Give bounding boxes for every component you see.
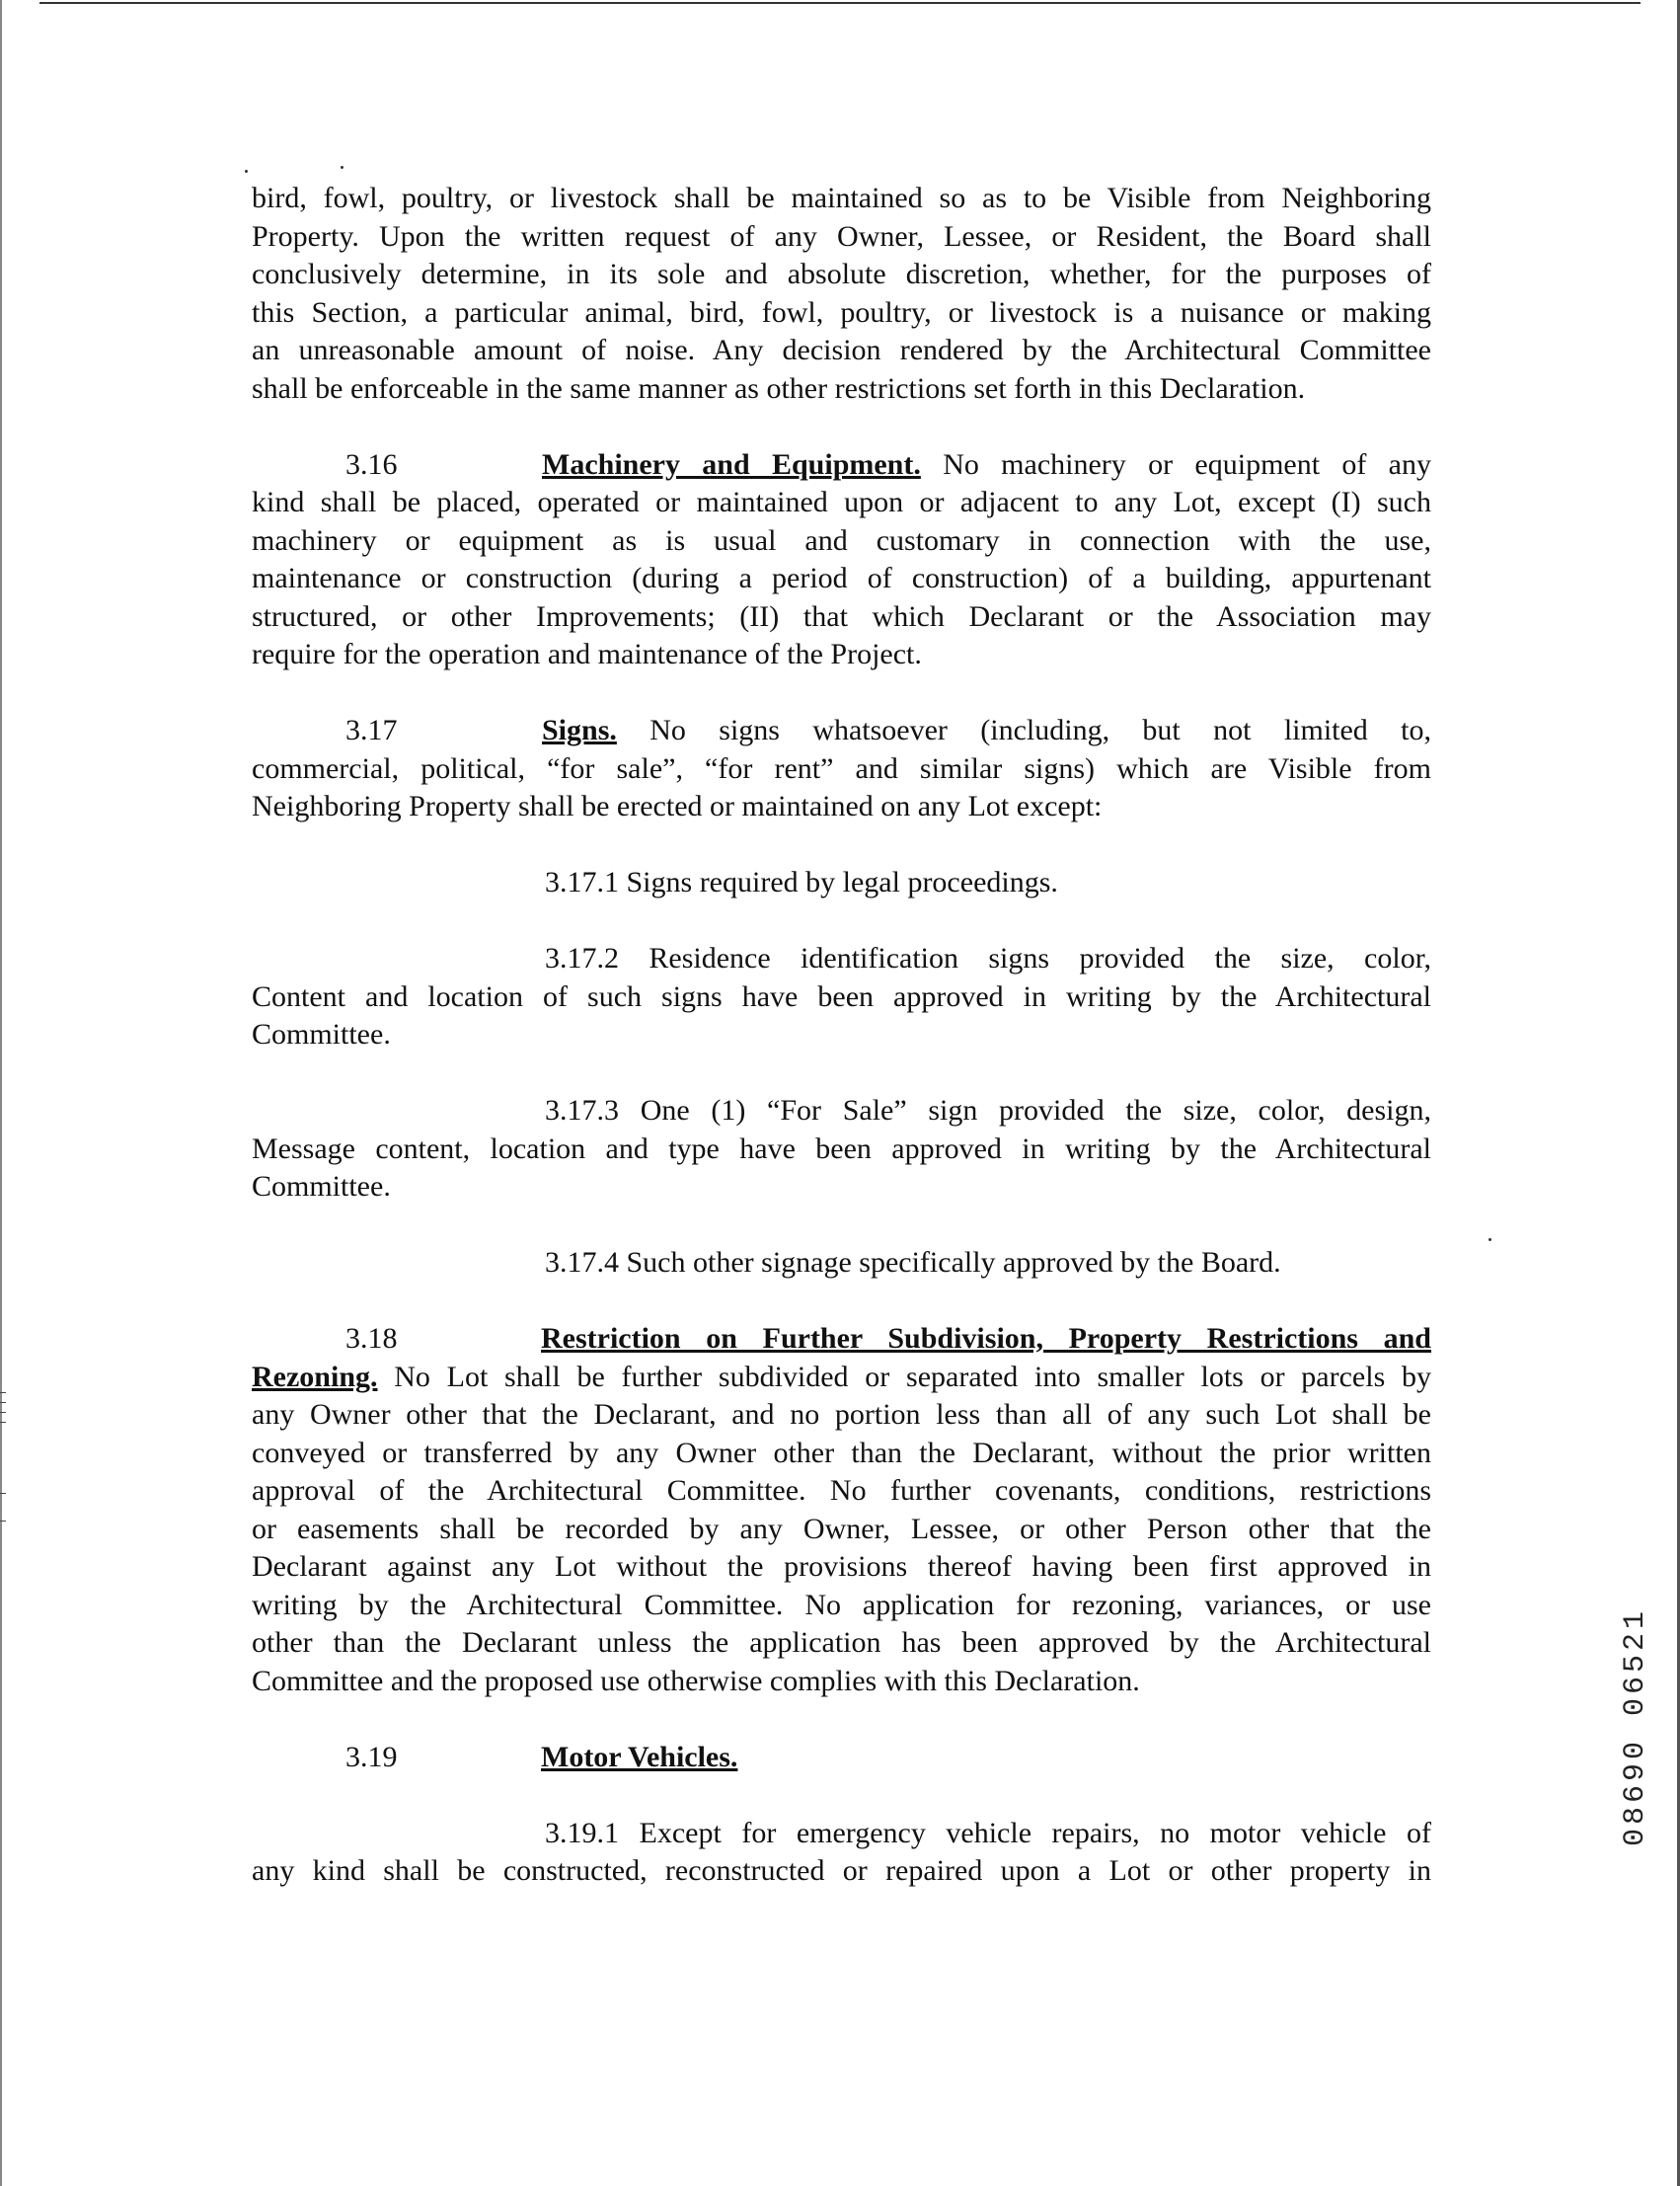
text-line: or easements shall be recorded by any Owner, Lessee, or other Person other that the — [252, 1512, 1431, 1545]
text-line: 3.17.1 Signs required by legal proceedings. — [545, 866, 1058, 898]
text-line: other than the Declarant unless the application has been approved by the Architectural — [252, 1626, 1431, 1659]
text-line: require for the operation and maintenance of the Project. — [252, 638, 922, 670]
text-line: this Section, a particular animal, bird, fowl, poultry, or livestock is a nuisance or making — [252, 295, 1431, 329]
text-line: kind shall be placed, operated or maintained upon or adjacent to any Lot, except (I) such — [252, 486, 1431, 518]
text-line: shall be enforceable in the same manner as other restrictions set forth in this Declaration. — [252, 371, 1306, 405]
section-heading: Restriction on Further Subdivision, Property Restrictions and — [541, 1322, 1431, 1355]
text-line: conclusively determine, in its sole and absolute discretion, whether, for the purposes of — [252, 258, 1431, 290]
text-line: an unreasonable amount of noise. Any decision rendered by the Architectural Committee — [252, 334, 1431, 366]
section-first-line — [252, 446, 1431, 485]
margin-tick — [0, 1493, 6, 1494]
bates-stamp — [1589, 1590, 1652, 1846]
text-line: structured, or other Improvements; (II) that which Declarant or the Association may — [252, 599, 1431, 633]
text-line: Committee. — [252, 1170, 391, 1203]
section-first-line — [252, 712, 1431, 750]
text-line: writing by the Architectural Committee. No application for rezoning, variances, or use — [252, 1588, 1431, 1621]
section-number: 3.19 — [345, 1740, 398, 1773]
section-first-line — [252, 1320, 1431, 1359]
text-line: 3.17.2 Residence identification signs provided the size, color, — [545, 942, 1431, 975]
margin-tick — [0, 1392, 6, 1393]
section-number: 3.16 — [345, 447, 398, 481]
section-3-19 — [252, 1739, 1431, 1777]
section-3-17 — [252, 712, 1431, 826]
text-line: Declarant against any Lot without the provisions thereof having been first approved in — [252, 1550, 1431, 1583]
scan-speck — [245, 170, 248, 173]
text-line: No Lot shall be further subdivided or separated into smaller lots or parcels by — [394, 1360, 1431, 1393]
text-line: 3.19.1 Except for emergency vehicle repairs, no motor vehicle of — [545, 1816, 1431, 1849]
text-line: Committee. — [252, 1018, 391, 1051]
section-heading: Machinery and Equipment. — [542, 447, 921, 481]
margin-tick — [0, 1402, 6, 1403]
text-line: No signs whatsoever (including, but not limited to, — [649, 714, 1431, 746]
intro-paragraph — [252, 180, 1431, 408]
text-line: No machinery or equipment of any — [943, 447, 1432, 481]
section-number: 3.18 — [345, 1322, 398, 1355]
margin-tick — [0, 1422, 6, 1423]
bates-number: 08690 06521 — [1619, 1606, 1652, 1846]
text-line: any Owner other that the Declarant, and no portion less than all of any such Lot shall be — [252, 1398, 1431, 1431]
subsection-3-19-1 — [252, 1815, 1431, 1891]
text-line: 3.17.4 Such other signage specifically approved by the Board. — [545, 1246, 1281, 1279]
text-line: conveyed or transferred by any Owner other than the Declarant, without the prior written — [252, 1436, 1431, 1469]
text-line: any kind shall be constructed, reconstructed or repaired upon a Lot or other property in — [252, 1854, 1431, 1887]
text-line: Neighboring Property shall be erected or maintained on any Lot except: — [252, 790, 1103, 822]
section-3-16 — [252, 446, 1431, 674]
subsection-3-17-3 — [252, 1092, 1431, 1207]
top-border-line — [39, 2, 1641, 4]
text-line: Message content, location and type have been approved in writing by the Architectural — [252, 1132, 1431, 1165]
margin-tick — [0, 1521, 6, 1522]
document-body — [252, 180, 1431, 1928]
section-heading: Motor Vehicles. — [541, 1740, 738, 1773]
text-line: commercial, political, “for sale”, “for rent” and similar signs) which are Visible from — [252, 751, 1431, 785]
text-line: maintenance or construction (during a period of construction) of a building, appurtenant — [252, 562, 1431, 594]
subsection-3-17-4 — [252, 1244, 1431, 1283]
text-line: 3.17.3 One (1) “For Sale” sign provided the size, color, design, — [545, 1094, 1431, 1127]
text-line: Property. Upon the written request of any Owner, Lessee, or Resident, the Board shall — [252, 219, 1431, 253]
subsection-3-17-1 — [252, 864, 1431, 902]
section-heading: Rezoning. — [252, 1360, 378, 1393]
scan-speck — [1489, 1238, 1491, 1241]
text-line: machinery or equipment as is usual and customary in connection with the use, — [252, 523, 1431, 557]
scan-speck — [341, 166, 344, 169]
section-first-line — [252, 1739, 1431, 1777]
text-line: approval of the Architectural Committee. No further covenants, conditions, restrictions — [252, 1474, 1431, 1507]
left-scan-edge — [0, 0, 2, 2186]
text-line: bird, fowl, poultry, or livestock shall be maintained so as to be Visible from Neighboring — [252, 182, 1431, 214]
section-3-18 — [252, 1320, 1431, 1700]
section-heading: Signs. — [542, 714, 617, 746]
section-second-line — [252, 1359, 1431, 1397]
subsection-3-17-2 — [252, 940, 1431, 1054]
margin-tick — [0, 1412, 6, 1413]
section-number: 3.17 — [345, 714, 398, 746]
text-line: Content and location of such signs have been approved in writing by the Architectural — [252, 979, 1431, 1013]
text-line: Committee and the proposed use otherwise complies with this Declaration. — [252, 1664, 1140, 1697]
